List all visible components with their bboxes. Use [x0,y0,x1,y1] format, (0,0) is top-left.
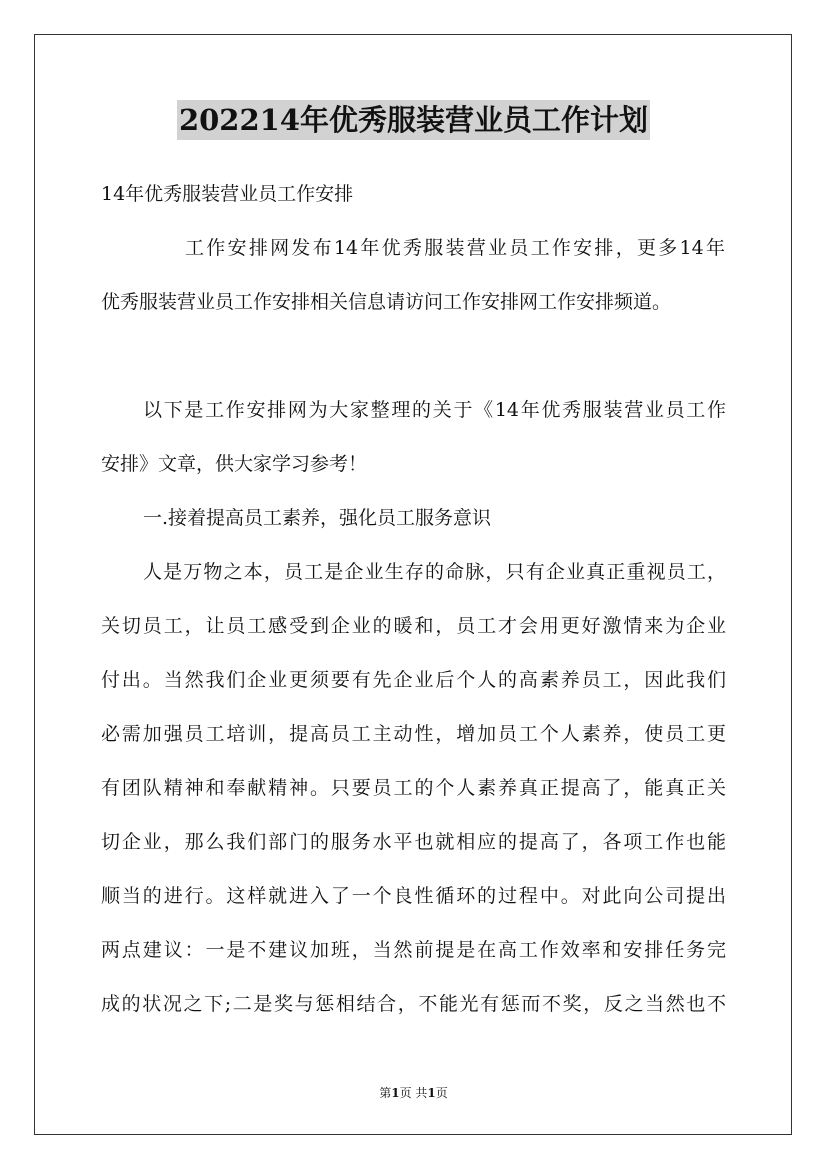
body-line-8: 两点建议：一是不建议加班，当然前提是在高工作效率和安排任务完 [101,939,726,961]
body-line-9: 成的状况之下;二是奖与惩相结合，不能光有惩而不奖，反之当然也不 [101,993,726,1015]
body-line-5: 有团队精神和奉献精神。只要员工的个人素养真正提高了，能真正关 [101,777,726,799]
body-line-3: 付出。当然我们企业更须要有先企业后个人的高素养员工，因此我们 [101,669,726,691]
footer-total-pages: 1 [427,1086,436,1100]
document-subtitle: 14年优秀服装营业员工作安排 [101,183,354,205]
body-line-2: 关切员工，让员工感受到企业的暖和，员工才会用更好激情来为企业 [101,615,726,637]
footer-prefix: 第 [379,1086,392,1100]
section-heading: 一.接着提高员工素养，强化员工服务意识 [143,507,492,529]
page-footer [0,1085,827,1101]
body-line-7: 顺当的进行。这样就进入了一个良性循环的过程中。对此向公司提出 [101,885,726,907]
footer-mid: 页 共 [399,1086,428,1100]
document-title: 202214年优秀服装营业员工作计划 [177,100,650,140]
footer-suffix: 页 [435,1086,448,1100]
body-line-6: 切企业，那么我们部门的服务水平也就相应的提高了，各项工作也能 [101,831,726,853]
body-line-4: 必需加强员工培训，提高员工主动性，增加员工个人素养，使员工更 [101,723,726,745]
body-line-1: 人是万物之本，员工是企业生存的命脉，只有企业真正重视员工， [143,561,726,583]
intro-line-1: 工作安排网发布14年优秀服装营业员工作安排，更多14年 [185,237,725,259]
title-container [0,100,827,140]
footer-current-page: 1 [391,1086,400,1100]
lead-line-2: 安排》文章，供大家学习参考！ [101,453,368,475]
lead-line-1: 以下是工作安排网为大家整理的关于《14年优秀服装营业员工作 [143,399,726,421]
intro-line-2: 优秀服装营业员工作安排相关信息请访问工作安排网工作安排频道。 [101,291,672,313]
